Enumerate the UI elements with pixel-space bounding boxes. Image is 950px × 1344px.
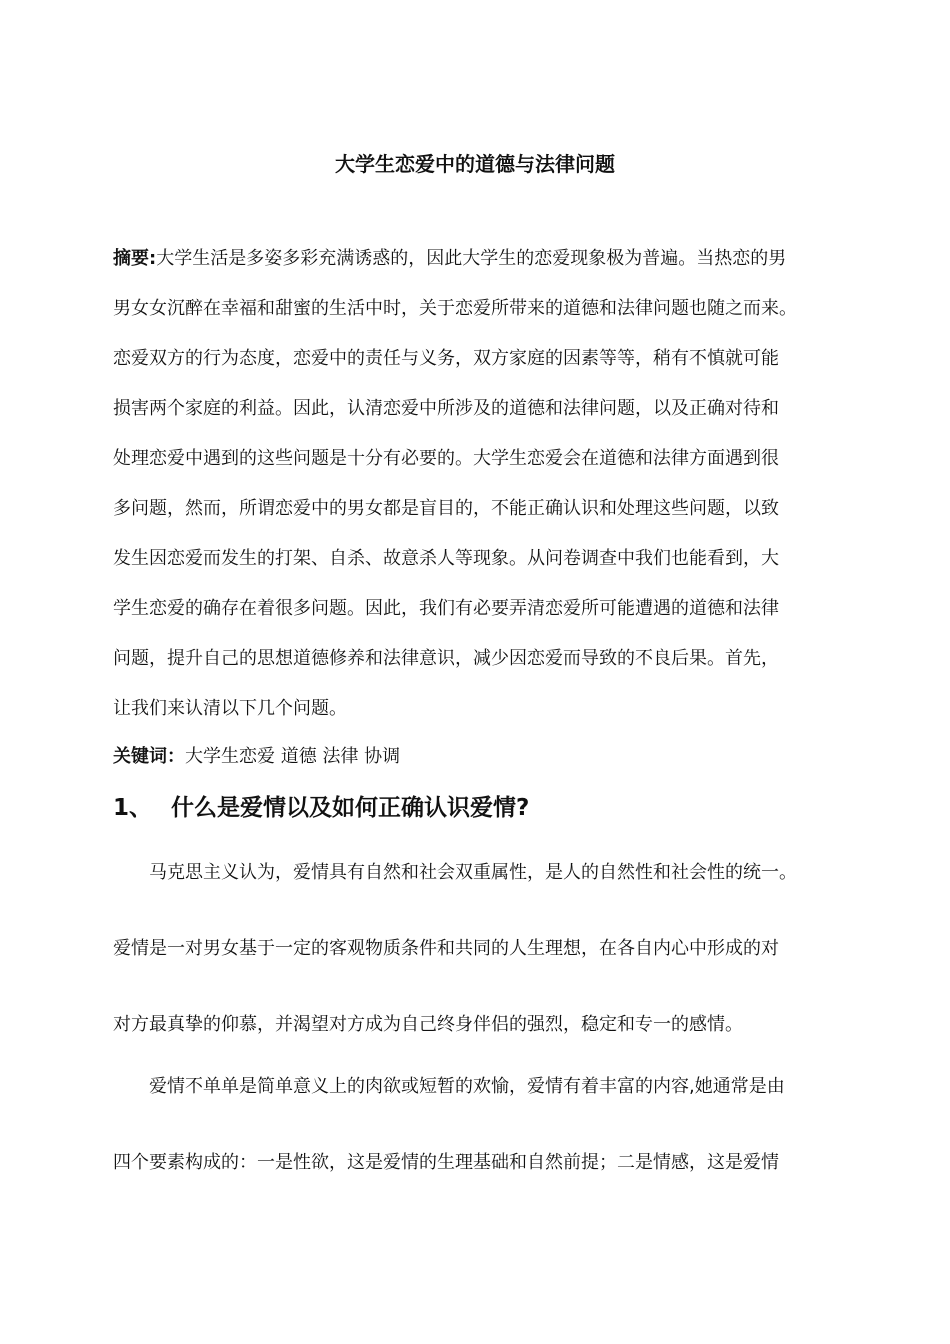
keywords-line xyxy=(113,742,400,772)
abstract-line: 学生恋爱的确存在着很多问题。因此，我们有必要弄清恋爱所可能遭遇的道德和法律 xyxy=(113,598,779,619)
abstract-line: 男女女沉醉在幸福和甜蜜的生活中时，关于恋爱所带来的道德和法律问题也随之而来。 xyxy=(113,298,797,319)
abstract-line: 损害两个家庭的利益。因此，认清恋爱中所涉及的道德和法律问题，以及正确对待和 xyxy=(113,398,779,419)
section-heading xyxy=(113,790,529,826)
body-line: 对方最真挚的仰慕，并渴望对方成为自己终身伴侣的强烈，稳定和专一的感情。 xyxy=(113,1014,743,1035)
abstract-line: 让我们来认清以下几个问题。 xyxy=(113,698,347,719)
abstract-text: 大学生活是多姿多彩充满诱惑的，因此大学生的恋爱现象极为普遍。当热恋的男 xyxy=(156,248,787,269)
body-line: 马克思主义认为，爱情具有自然和社会双重属性，是人的自然性和社会性的统一。 xyxy=(149,862,797,883)
abstract-line: 发生因恋爱而发生的打架、自杀、故意杀人等现象。从问卷调查中我们也能看到，大 xyxy=(113,548,779,569)
keywords-text: 大学生恋爱 道德 法律 协调 xyxy=(185,746,401,767)
body-line: 四个要素构成的：一是性欲，这是爱情的生理基础和自然前提；二是情感，这是爱情 xyxy=(113,1152,779,1173)
section-title: 什么是爱情以及如何正确认识爱情? xyxy=(171,795,530,821)
abstract-line: 多问题，然而，所谓恋爱中的男女都是盲目的，不能正确认识和处理这些问题，以致 xyxy=(113,498,779,519)
keywords-label: 关键词： xyxy=(113,746,185,767)
abstract-line: 问题，提升自己的思想道德修养和法律意识，减少因恋爱而导致的不良后果。首先， xyxy=(113,648,779,669)
document-title: 大学生恋爱中的道德与法律问题 xyxy=(335,152,615,176)
abstract-label: 摘要: xyxy=(113,248,157,269)
section-number: 1、 xyxy=(113,795,153,821)
abstract-line: 恋爱双方的行为态度，恋爱中的责任与义务，双方家庭的因素等等，稍有不慎就可能 xyxy=(113,348,779,369)
abstract-line: 处理恋爱中遇到的这些问题是十分有必要的。大学生恋爱会在道德和法律方面遇到很 xyxy=(113,448,779,469)
body-line: 爱情是一对男女基于一定的客观物质条件和共同的人生理想，在各自内心中形成的对 xyxy=(113,938,779,959)
abstract-line xyxy=(113,243,838,293)
body-line: 爱情不单单是简单意义上的肉欲或短暂的欢愉，爱情有着丰富的内容,她通常是由 xyxy=(149,1076,785,1097)
abstract-paragraph xyxy=(113,243,838,743)
